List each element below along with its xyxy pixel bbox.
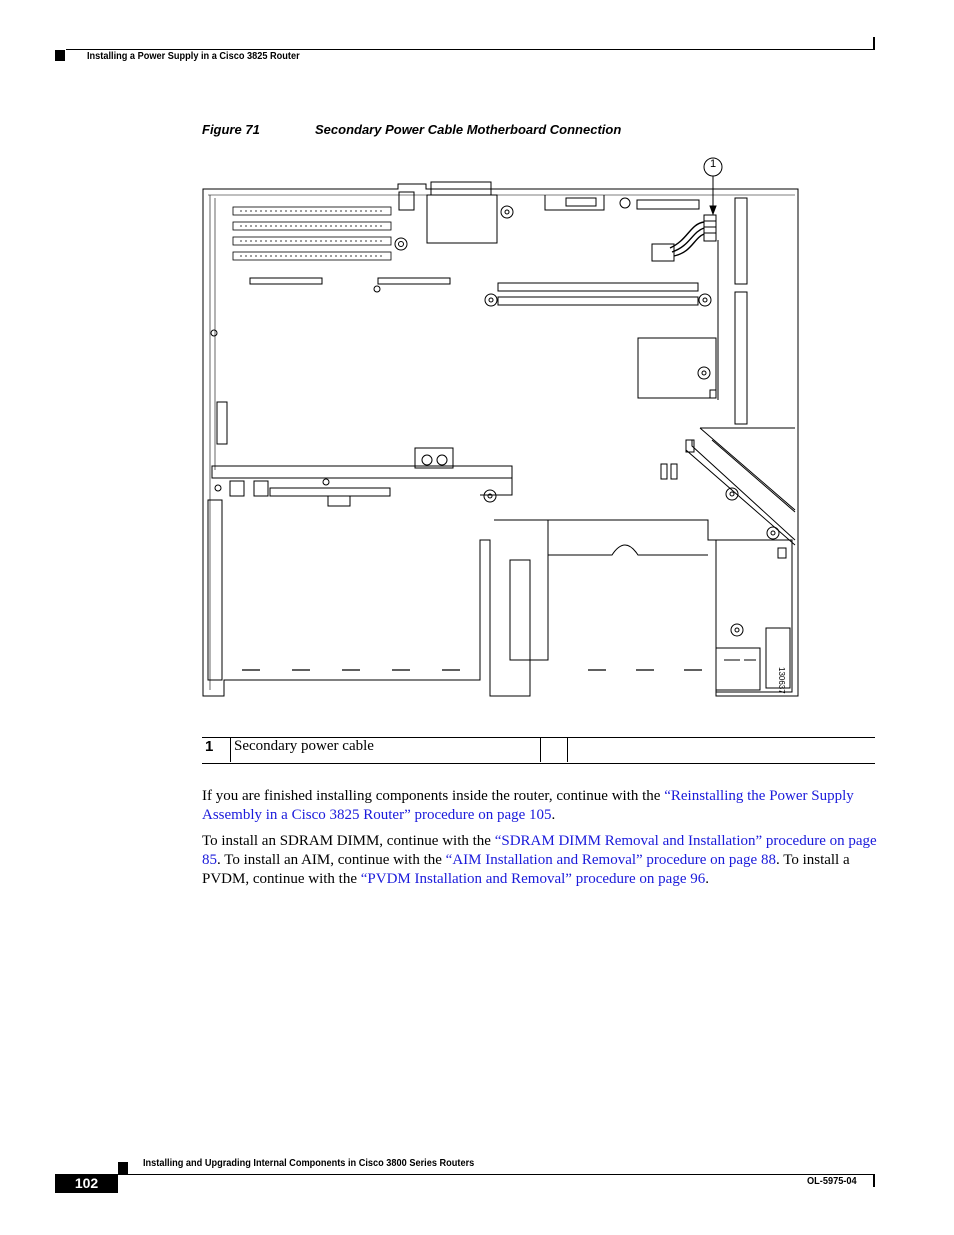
callout-table-bottom-rule	[202, 763, 875, 764]
figure-title: Secondary Power Cable Motherboard Connection	[315, 122, 622, 137]
page-number: 102	[55, 1174, 118, 1193]
table-row	[202, 738, 875, 762]
figure-label: Figure 71	[202, 122, 260, 137]
paragraph-text: .	[705, 871, 709, 887]
footer-book-title: Installing and Upgrading Internal Components in Cisco 3800 Series Routers	[143, 1158, 475, 1169]
footer-doc-number: OL-5975-04	[807, 1176, 857, 1187]
link-sdram-dimm[interactable]: “SDRAM DIMM Removal and Installation” procedure on page 85	[202, 833, 877, 868]
header-section-title: Installing a Power Supply in a Cisco 3825 Router	[87, 51, 300, 62]
callout-row-description-2	[568, 738, 876, 762]
footer-marker	[118, 1162, 128, 1174]
paragraph-text: . To install a PVDM, continue with the	[202, 852, 850, 887]
footer-rule-tick	[873, 1174, 875, 1187]
header-rule	[66, 49, 875, 50]
link-aim-installation[interactable]: “AIM Installation and Removal” procedure on page 88	[445, 852, 776, 868]
paragraph-text: If you are finished installing components inside the router, continue with the	[202, 788, 665, 804]
header-rule-tick	[873, 37, 875, 50]
paragraph-next-steps	[202, 832, 878, 889]
callout-row-number-2	[541, 738, 568, 762]
link-reinstalling-power-supply[interactable]: “Reinstalling the Power Supply Assembly in a Cisco 3825 Router” procedure on page 105	[202, 788, 854, 823]
paragraph-text: .	[551, 807, 556, 823]
callout-row-description: Secondary power cable	[231, 738, 541, 762]
paragraph-text: . To install an AIM, continue with the	[217, 852, 446, 868]
link-pvdm-installation[interactable]: “PVDM Installation and Removal” procedure on page 96	[360, 871, 706, 887]
header-marker	[55, 50, 65, 61]
callout-number-1: 1	[709, 158, 717, 170]
callout-table	[202, 738, 875, 762]
footer-rule	[118, 1174, 875, 1175]
callout-row-number: 1	[202, 738, 231, 762]
paragraph-text: To install an SDRAM DIMM, continue with the	[202, 833, 495, 849]
drawing-id: 130637	[777, 667, 786, 694]
motherboard-diagram	[200, 155, 802, 700]
paragraph-finish-installing	[202, 787, 874, 825]
